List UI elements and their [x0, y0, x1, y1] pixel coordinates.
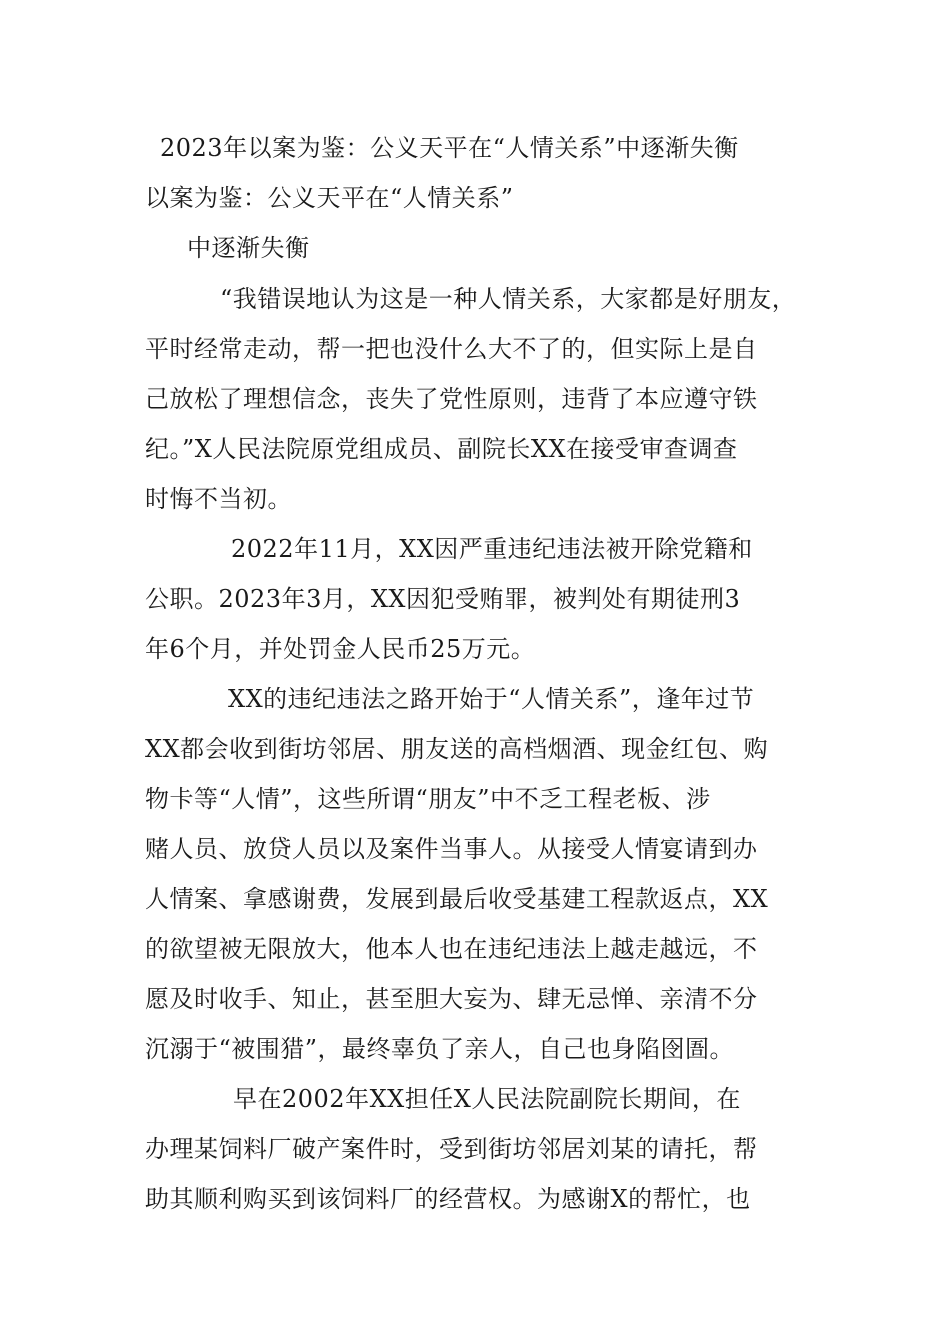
paragraph-3-line-5: 人情案、拿感谢费，发展到最后收受基建工程款返点，XX [145, 885, 769, 913]
paragraph-4-line-2: 办理某饲料厂破产案件时，受到街坊邻居刘某的请托，帮 [145, 1135, 758, 1163]
paragraph-1-line-3: 己放松了理想信念，丧失了党性原则，违背了本应遵守铁 [145, 385, 758, 413]
paragraph-1-line-1: “我错误地认为这是一种人情关系，大家都是好朋友， [220, 285, 797, 313]
paragraph-3-line-4: 赌人员、放贷人员以及案件当事人。从接受人情宴请到办 [145, 835, 758, 863]
paragraph-3-line-7: 愿及时收手、知止，甚至胆大妄为、肆无忌惮、亲清不分 [145, 985, 758, 1013]
paragraph-3-line-8: 沉溺于“被围猎”，最终辜负了亲人，自己也身陷囹圄。 [145, 1035, 735, 1063]
document-title-line-1: 2023年以案为鉴：公义天平在“人情关系”中逐渐失衡 [160, 134, 739, 162]
paragraph-4-line-1: 早在2002年XX担任X人民法院副院长期间，在 [233, 1085, 741, 1113]
paragraph-3-line-6: 的欲望被无限放大，他本人也在违纪违法上越走越远，不 [145, 935, 758, 963]
paragraph-2-line-1: 2022年11月，XX因严重违纪违法被开除党籍和 [231, 535, 753, 563]
paragraph-2-line-2: 公职。2023年3月，XX因犯受贿罪，被判处有期徒刑3 [145, 585, 741, 613]
paragraph-3-line-3: 物卡等“人情”，这些所谓“朋友”中不乏工程老板、涉 [145, 785, 711, 813]
paragraph-1-line-5: 时悔不当初。 [145, 485, 292, 513]
paragraph-2-line-3: 年6个月，并处罚金人民币25万元。 [145, 635, 536, 663]
paragraph-1-line-4: 纪。”X人民法院原党组成员、副院长XX在接受审查调查 [145, 435, 738, 463]
paragraph-3-line-2: XX都会收到街坊邻居、朋友送的高档烟酒、现金红包、购 [145, 735, 769, 763]
paragraph-4-line-3: 助其顺利购买到该饲料厂的经营权。为感谢X的帮忙，也 [145, 1185, 751, 1213]
paragraph-3-line-1: XX的违纪违法之路开始于“人情关系”，逢年过节 [228, 685, 755, 713]
paragraph-1-line-2: 平时经常走动，帮一把也没什么大不了的，但实际上是自 [145, 335, 758, 363]
document-title-line-2: 以案为鉴：公义天平在“人情关系” [145, 184, 514, 212]
document-title-line-3: 中逐渐失衡 [187, 234, 310, 262]
